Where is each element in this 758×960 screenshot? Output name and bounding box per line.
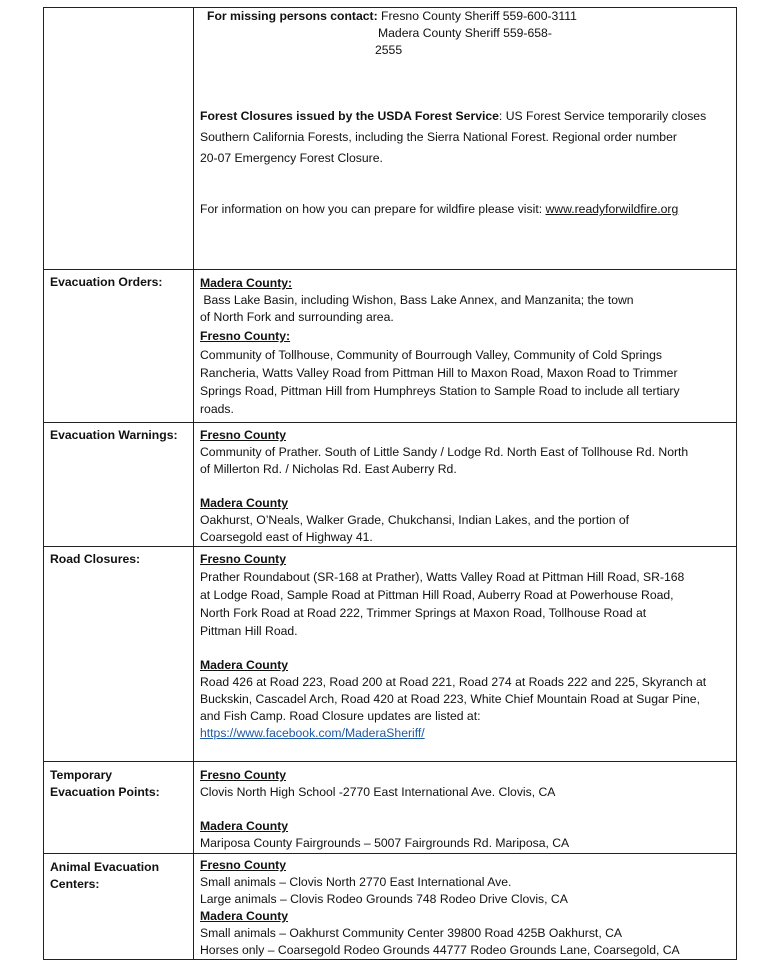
- roads-fresno-heading: Fresno County: [200, 552, 286, 566]
- missing-persons-label: For missing persons contact:: [207, 9, 378, 23]
- forest-closure-title: Forest Closures issued by the USDA Forest Service: [200, 109, 499, 123]
- road-closures-body: [194, 547, 737, 762]
- roads-madera-heading: Madera County: [200, 658, 289, 672]
- readyforwildfire-link[interactable]: www.readyforwildfire.org: [545, 202, 679, 216]
- orders-fresno-heading: Fresno County:: [200, 329, 291, 343]
- wildfire-info-text: For information on how you can prepare for wildfire please visit:: [200, 202, 546, 216]
- temporary-evacuation-body: [194, 762, 737, 854]
- forest-closure-line2: Southern California Forests, including the Sierra National Forest. Regional order number: [200, 130, 677, 144]
- orders-fresno-line1: Community of Tollhouse, Community of Bourrough Valley, Community of Cold Springs: [200, 348, 662, 362]
- madera-sheriff-facebook-link[interactable]: https://www.facebook.com/MaderaSheriff/: [200, 726, 425, 740]
- warnings-madera-line2: Coarsegold east of Highway 41.: [200, 530, 373, 544]
- evacuation-warnings-label: Evacuation Warnings:: [44, 423, 194, 547]
- forest-closure-text1: : US Forest Service temporarily closes: [498, 109, 707, 123]
- missing-persons-madera-cont: 2555: [375, 43, 403, 57]
- forest-closure-line3: 20-07 Emergency Forest Closure.: [200, 151, 383, 165]
- roads-madera-line3: and Fish Camp. Road Closure updates are listed at:: [200, 709, 481, 723]
- evacuation-warnings-body: [194, 423, 737, 547]
- animal-evacuation-body: [194, 854, 737, 960]
- missing-persons-fresno: Fresno County Sheriff 559-600-3111: [381, 9, 577, 23]
- road-closures-label: Road Closures:: [44, 547, 194, 762]
- evacuation-warnings-row: [44, 423, 737, 547]
- temp-madera-line1: Mariposa County Fairgrounds – 5007 Fairgrounds Rd. Mariposa, CA: [200, 836, 570, 850]
- road-closures-row: [44, 547, 737, 762]
- roads-fresno-line1: Prather Roundabout (SR-168 at Prather), Watts Valley Road at Pittman Hill Road, SR-168: [200, 570, 685, 584]
- temporary-evacuation-label-line1: Temporary: [50, 768, 113, 782]
- animal-fresno-line1: Small animals – Clovis North 2770 East International Ave.: [200, 875, 512, 889]
- wildfire-info-line: [200, 201, 736, 218]
- warnings-madera-heading: Madera County: [200, 496, 289, 510]
- warnings-fresno-line2: of Millerton Rd. / Nicholas Rd. East Auberry Rd.: [200, 462, 457, 476]
- roads-madera-line2: Buckskin, Cascadel Arch, Road 420 at Road 223, White Chief Mountain Road at Sugar Pine,: [200, 692, 700, 706]
- roads-madera-link-line: [200, 725, 736, 742]
- warnings-madera-line1: Oakhurst, O’Neals, Walker Grade, Chukchansi, Indian Lakes, and the portion of: [200, 513, 630, 527]
- warnings-fresno-heading: Fresno County: [200, 428, 286, 442]
- temporary-evacuation-label: [44, 762, 194, 854]
- orders-madera-line2: of North Fork and surrounding area.: [200, 310, 394, 324]
- info-row: [44, 8, 737, 270]
- info-row-body-cell: [194, 8, 737, 270]
- temp-fresno-line1: Clovis North High School -2770 East International Ave. Clovis, CA: [200, 785, 556, 799]
- animal-evacuation-label-line1: Animal Evacuation: [50, 860, 160, 874]
- orders-fresno-line2: Rancheria, Watts Valley Road from Pittman Hill to Maxon Road, Maxon Road to Trimmer: [200, 366, 678, 380]
- roads-fresno-line2: at Lodge Road, Sample Road at Pittman Hill Road, Auberry Road at Powerhouse Road,: [200, 588, 674, 602]
- animal-fresno-line2: Large animals – Clovis Rodeo Grounds 748 Rodeo Drive Clovis, CA: [200, 892, 568, 906]
- orders-madera-heading: Madera County:: [200, 276, 293, 290]
- animal-evacuation-label: [44, 854, 194, 960]
- missing-persons-madera: Madera County Sheriff 559-658-: [378, 26, 552, 40]
- temp-fresno-heading: Fresno County: [200, 768, 286, 782]
- temporary-evacuation-row: [44, 762, 737, 854]
- evacuation-orders-label: Evacuation Orders:: [44, 270, 194, 423]
- animal-madera-heading: Madera County: [200, 909, 289, 923]
- animal-madera-line2: Horses only – Coarsegold Rodeo Grounds 44777 Rodeo Grounds Lane, Coarsegold, CA: [200, 943, 680, 957]
- orders-fresno-line4: roads.: [200, 402, 234, 416]
- info-row-label-cell: [44, 8, 194, 270]
- animal-fresno-heading: Fresno County: [200, 858, 286, 872]
- temp-madera-heading: Madera County: [200, 819, 289, 833]
- evacuation-orders-body: [194, 270, 737, 423]
- orders-madera-line1: Bass Lake Basin, including Wishon, Bass Lake Annex, and Manzanita; the town: [200, 293, 634, 307]
- forest-closure-line1: [200, 106, 736, 127]
- roads-fresno-line3: North Fork Road at Road 222, Trimmer Springs at Maxon Road, Tollhouse Road at: [200, 606, 647, 620]
- roads-madera-line1: Road 426 at Road 223, Road 200 at Road 221, Road 274 at Roads 222 and 225, Skyranch at: [200, 675, 707, 689]
- fire-info-table: [43, 7, 737, 960]
- roads-fresno-line4: Pittman Hill Road.: [200, 624, 298, 638]
- evacuation-orders-row: [44, 270, 737, 423]
- temporary-evacuation-label-line2: Evacuation Points:: [50, 785, 160, 799]
- missing-persons-line: [200, 8, 736, 25]
- animal-madera-line1: Small animals – Oakhurst Community Center 39800 Road 425B Oakhurst, CA: [200, 926, 623, 940]
- animal-evacuation-label-line2: Centers:: [50, 877, 100, 891]
- orders-fresno-line3: Springs Road, Pittman Hill from Humphreys Station to Sample Road to include all tertiary: [200, 384, 680, 398]
- warnings-fresno-line1: Community of Prather. South of Little Sandy / Lodge Rd. North East of Tollhouse Rd. North: [200, 445, 689, 459]
- animal-evacuation-row: [44, 854, 737, 960]
